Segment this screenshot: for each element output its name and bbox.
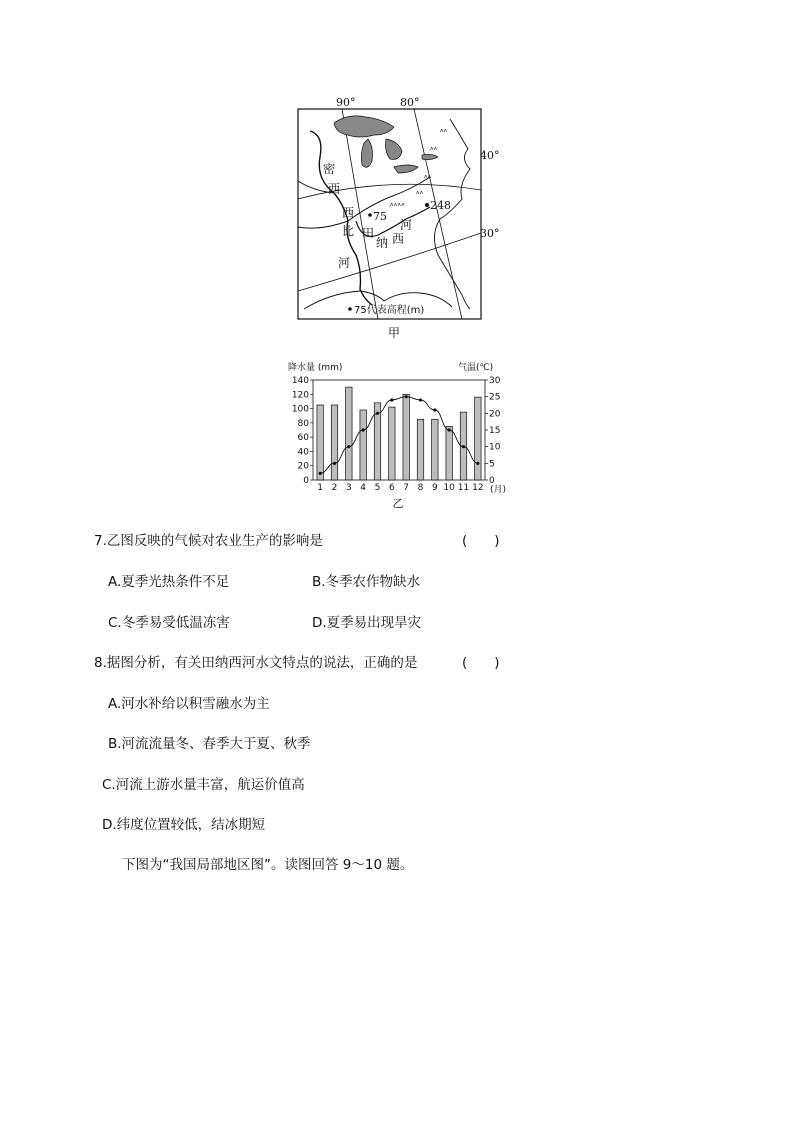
x-tick-label: 8 [417, 483, 424, 493]
temperature-point [448, 428, 451, 431]
x-tick-label: 7 [403, 483, 410, 493]
right-tick-label: 20 [489, 409, 501, 420]
temperature-point [347, 445, 350, 448]
left-tick-label: 20 [297, 461, 309, 472]
temperature-point [390, 398, 393, 401]
lake-superior [334, 116, 394, 137]
lat-40-label: 40° [480, 149, 500, 162]
q8-stem: 8.据图分析，有关田纳西河水文特点的说法，正确的是 [94, 655, 418, 671]
q8-option-a: A.河水补给以积雪融水为主 [108, 696, 270, 712]
svg-text:ᶺᶺ: ᶺᶺ [430, 146, 438, 156]
right-tick-label: 25 [489, 392, 501, 403]
q7-option-c: C.冬季易受低温冻害 [108, 615, 230, 631]
map-label-xi2: 西 [342, 206, 355, 220]
legend-dot [348, 307, 352, 311]
map-label-na: 纳 [376, 236, 389, 250]
x-tick-label: 9 [431, 483, 438, 493]
temperature-point [476, 462, 479, 465]
temperature-point [462, 445, 465, 448]
right-tick-label: 30 [489, 376, 501, 386]
map-caption: 甲 [387, 326, 401, 340]
precip-bar [317, 405, 323, 480]
svg-text:ᶺᶺ: ᶺᶺ [440, 128, 448, 138]
precip-bar [432, 419, 438, 480]
meridian-80 [414, 109, 462, 319]
left-tick-label: 80 [297, 418, 309, 429]
map-figure [290, 95, 500, 345]
precip-bar [417, 419, 423, 480]
climate-chart [280, 358, 520, 513]
x-tick-label: 4 [360, 483, 367, 493]
x-tick-label: 3 [345, 483, 352, 493]
precip-bar [331, 405, 337, 480]
chart-plot-area [313, 380, 485, 480]
intro-text: 下图为“我国局部地区图”。读图回答 9～10 题。 [122, 857, 414, 873]
map-label-xi1: 西 [328, 182, 341, 196]
chart-x-unit: (月) [490, 485, 507, 495]
precip-bar [446, 426, 452, 480]
chart-ylabel-right: 气温(℃) [458, 363, 494, 373]
temperature-point [319, 472, 322, 475]
svg-text:ᶺᶺ: ᶺᶺ [416, 190, 424, 200]
map-label-mi: 密 [323, 162, 336, 176]
map-label-he1: 河 [338, 256, 351, 270]
q8-option-c: C.河流上游水量丰富，航运价值高 [102, 777, 305, 793]
x-tick-label: 2 [331, 483, 338, 493]
precip-bar [389, 407, 395, 480]
temperature-line [320, 397, 478, 474]
q7-option-b: B.冬季农作物缺水 [312, 574, 421, 590]
left-tick-label: 60 [297, 433, 309, 444]
x-tick-label: 1 [317, 483, 324, 493]
elev-248-label: 248 [430, 199, 451, 212]
left-tick-label: 0 [303, 476, 309, 486]
q7-option-d: D.夏季易出现旱灾 [312, 615, 422, 631]
lat-30-label: 30° [480, 227, 500, 240]
map-label-tian: 田 [362, 226, 375, 240]
lake-huron [386, 139, 403, 159]
svg-text:ᶺᶺᶺᶺ: ᶺᶺᶺᶺ [390, 202, 406, 212]
map-label-he2: 河 [400, 218, 413, 232]
q8-option-d: D.纬度位置较低，结冰期短 [102, 817, 266, 833]
temperature-point [376, 412, 379, 415]
temperature-point [405, 395, 408, 398]
temperature-point [333, 462, 336, 465]
left-tick-label: 40 [297, 447, 309, 458]
precip-bar [403, 394, 409, 480]
svg-text:ᶺᶺ: ᶺᶺ [424, 174, 432, 184]
lon-90-label: 90° [336, 96, 356, 109]
map-label-bi: 比 [342, 224, 355, 238]
map-label-xi3: 西 [392, 232, 405, 246]
lake-michigan [361, 139, 372, 167]
x-tick-label: 10 [443, 483, 455, 493]
q8-paren: ( ) [462, 655, 500, 671]
q7-option-a: A.夏季光热条件不足 [108, 574, 230, 590]
temperature-point [362, 428, 365, 431]
q7-paren: ( ) [462, 533, 500, 549]
elev-75-label: 75 [373, 210, 387, 223]
x-tick-label: 12 [472, 483, 484, 493]
right-tick-label: 0 [489, 476, 495, 486]
elev-75-point [368, 213, 372, 217]
q7-stem: 7.乙图反映的气候对农业生产的影响是 [94, 533, 323, 549]
left-tick-label: 120 [291, 390, 309, 401]
chart-ylabel-left: 降水量 (mm) [288, 363, 343, 373]
right-tick-label: 10 [489, 442, 501, 453]
chart-caption: 乙 [392, 497, 404, 510]
lon-80-label: 80° [400, 96, 420, 109]
precip-bar [346, 387, 352, 480]
lake-erie [394, 165, 418, 173]
map-legend: 75代表高程(m) [354, 305, 425, 316]
temperature-point [433, 408, 436, 411]
east-coastline [434, 119, 470, 309]
left-tick-label: 100 [291, 404, 309, 415]
left-tick-label: 140 [291, 376, 309, 386]
precip-bar [360, 410, 366, 480]
x-tick-label: 5 [374, 483, 381, 493]
arkansas-river [298, 221, 348, 228]
x-tick-label: 11 [457, 483, 470, 493]
precip-bar [475, 397, 481, 480]
right-tick-label: 5 [489, 459, 495, 470]
q8-option-b: B.河流流量冬、春季大于夏、秋季 [108, 736, 311, 752]
temperature-point [419, 398, 422, 401]
right-tick-label: 15 [489, 426, 501, 436]
elev-248-point [425, 203, 429, 207]
x-tick-label: 6 [388, 483, 395, 493]
